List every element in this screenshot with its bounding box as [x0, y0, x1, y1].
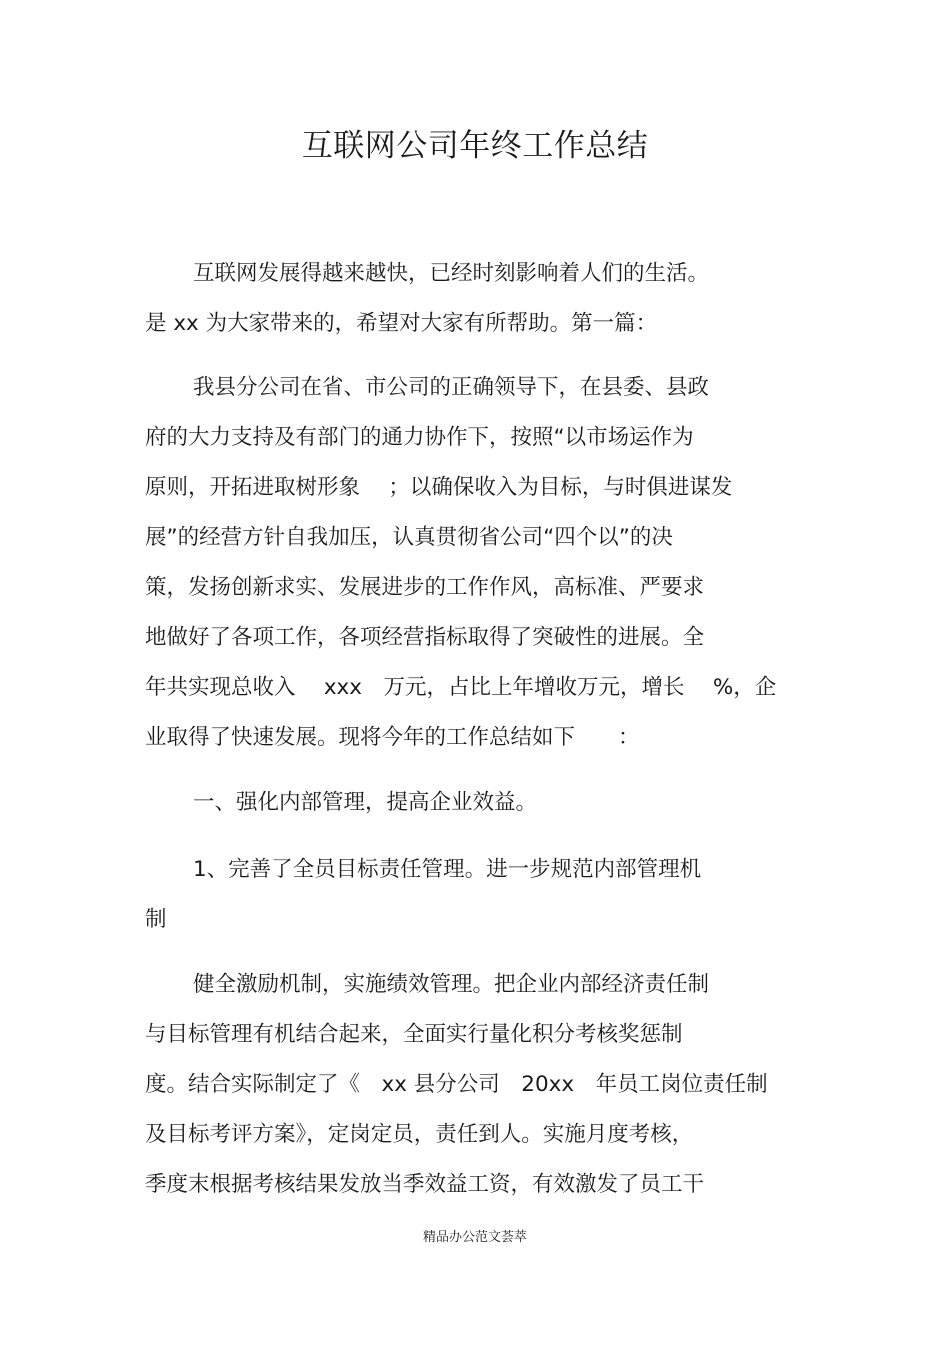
paragraph-line: 季度末根据考核结果发放当季效益工资，有效激发了员工干: [145, 1172, 705, 1197]
page-footer: 精品办公范文荟萃: [422, 1230, 527, 1245]
paragraph-line: 策，发扬创新求实、发展进步的工作作风，高标准、严要求: [145, 575, 705, 600]
paragraph-line: 是 xx 为大家带来的，希望对大家有所帮助。第一篇：: [145, 311, 658, 336]
paragraph-line: 业取得了快速发展。现将今年的工作总结如下 ：: [145, 725, 640, 750]
paragraph-line: 制: [145, 907, 167, 932]
paragraph-line: 展”的经营方针自我加压，认真贯彻省公司“四个以”的决: [145, 525, 673, 550]
paragraph-line: 原则，开拓进取树形象 ；以确保收入为目标，与时俱进谋发: [145, 475, 733, 500]
paragraph-line: 与目标管理有机结合起来，全面实行量化积分考核奖惩制: [145, 1022, 683, 1047]
section-heading: 一、强化内部管理，提高企业效益。: [193, 790, 538, 815]
paragraph-line: 及目标考评方案》，定岗定员，责任到人。实施月度考核，: [145, 1122, 694, 1147]
paragraph-line: 年共实现总收入 xxx 万元，占比上年增收万元，增长 %，企: [145, 675, 777, 700]
document-title: 互联网公司年终工作总结: [301, 128, 649, 164]
paragraph-line: 度。结合实际制定了《 xx 县分公司 20xx 年员工岗位责任制: [145, 1072, 768, 1097]
subsection-heading: 1、完善了全员目标责任管理。进一步规范内部管理机: [193, 857, 702, 882]
paragraph-line: 府的大力支持及有部门的通力协作下，按照“以市场运作为: [145, 425, 694, 450]
paragraph-line: 互联网发展得越来越快，已经时刻影响着人们的生活。: [193, 261, 710, 286]
paragraph-line: 我县分公司在省、市公司的正确领导下，在县委、县政: [193, 375, 710, 400]
paragraph-line: 地做好了各项工作，各项经营指标取得了突破性的进展。全: [145, 625, 705, 650]
paragraph-line: 健全激励机制，实施绩效管理。把企业内部经济责任制: [193, 972, 710, 997]
